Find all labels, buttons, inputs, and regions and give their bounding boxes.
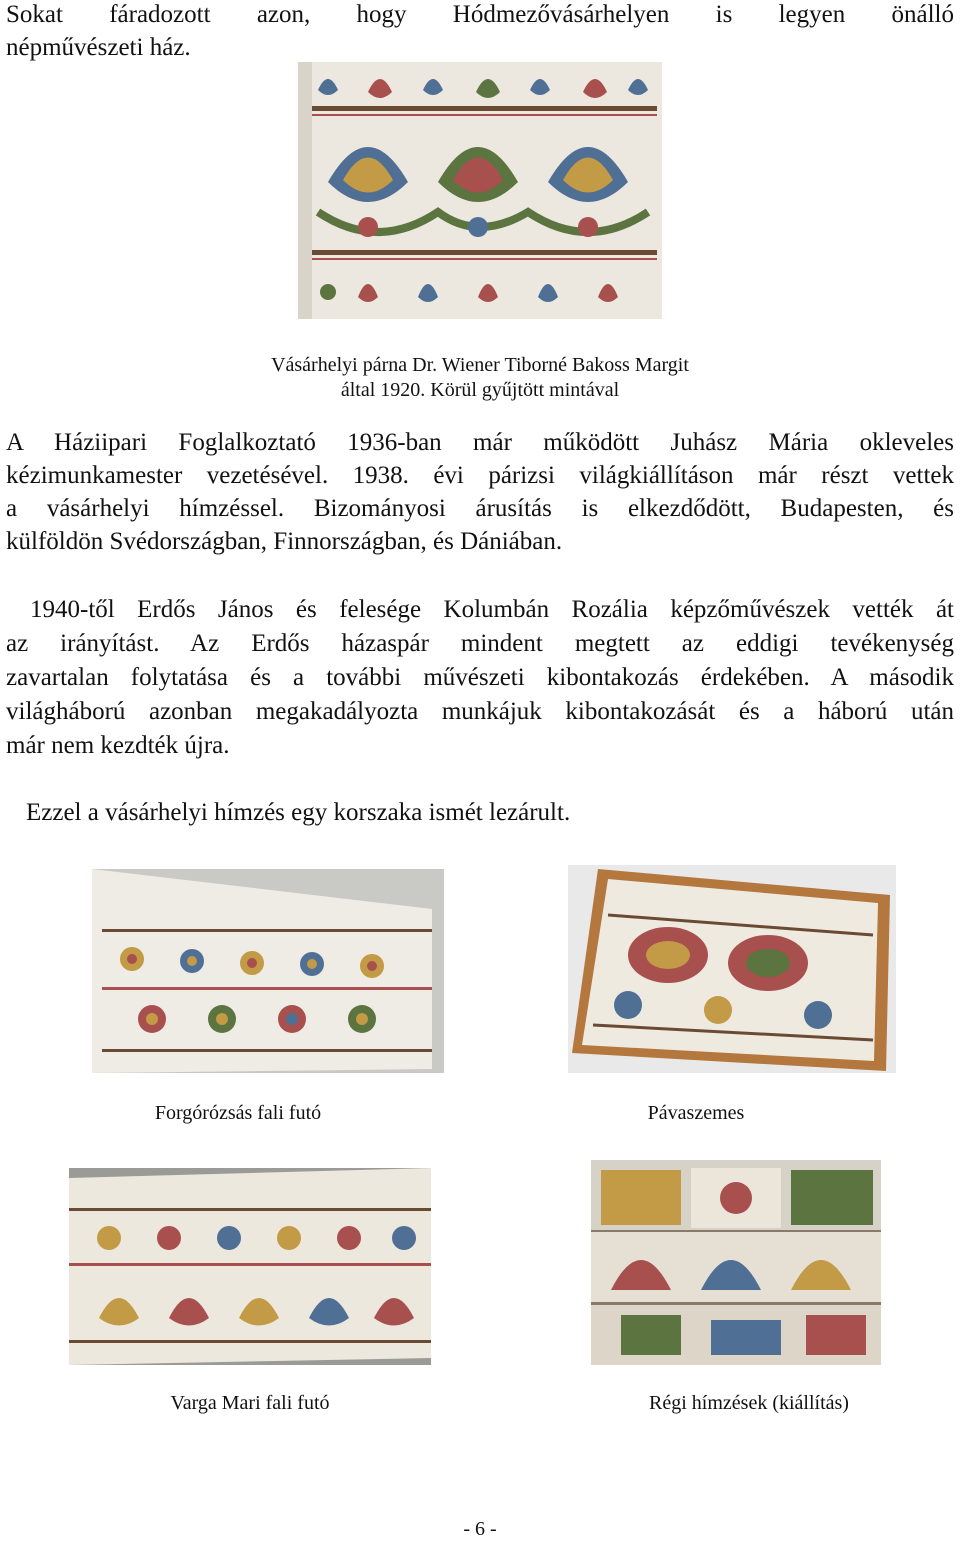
paragraph2-line-1: 1940-től Erdős János és felesége Kolumbán Rozália képzőművészek vették át — [30, 596, 954, 623]
paragraph2-line-5: már nem kezdték újra. — [6, 732, 230, 759]
intro-line-2: népművészeti ház. — [6, 34, 191, 61]
old-embroideries-exhibition-photo — [591, 1160, 881, 1365]
top-photo-caption-line-1: Vásárhelyi párna Dr. Wiener Tiborné Bakoss Margit — [271, 354, 689, 376]
caption-pavaszemes: Pávaszemes — [647, 1102, 745, 1124]
caption-varga-mari: Varga Mari fali futó — [170, 1392, 330, 1414]
paragraph3: Ezzel a vásárhelyi hímzés egy korszaka ismét lezárult. — [26, 799, 571, 826]
paragraph1-line-2: kézimunkamester vezetésével. 1938. évi párizsi világkiállításon már részt vettek — [6, 462, 954, 489]
intro-line-1: Sokat fáradozott azon, hogy Hódmezővásárhelyen is legyen önálló — [6, 1, 954, 28]
varga-mari-runner-photo — [69, 1168, 431, 1365]
pavaszemes-framed-photo — [568, 865, 896, 1073]
paragraph1-line-3: a vásárhelyi hímzéssel. Bizományosi árusítás is elkezdődött, Budapesten, és — [6, 495, 954, 522]
pillow-embroidery-photo — [298, 62, 662, 319]
caption-regi-himzesek: Régi hímzések (kiállítás) — [649, 1392, 849, 1414]
paragraph2-line-4: világháború azonban megakadályozta munkájuk kibontakozását és a háború után — [6, 698, 954, 725]
paragraph1-line-1: A Háziipari Foglalkoztató 1936-ban már működött Juhász Mária okleveles — [6, 429, 954, 456]
paragraph2-line-3: zavartalan folytatása és a további művészeti kibontakozás érdekében. A második — [6, 664, 954, 691]
top-photo-caption-line-2: által 1920. Körül gyűjtött mintával — [340, 379, 620, 401]
caption-forgorozsas: Forgórózsás fali futó — [154, 1102, 322, 1124]
paragraph1-line-4: külföldön Svédországban, Finnországban, és Dániában. — [6, 528, 563, 555]
forgorozsas-runner-photo — [92, 869, 444, 1073]
paragraph2-line-2: az irányítást. Az Erdős házaspár mindent megtett az eddigi tevékenység — [6, 630, 954, 657]
page-number: - 6 - — [463, 1518, 497, 1540]
